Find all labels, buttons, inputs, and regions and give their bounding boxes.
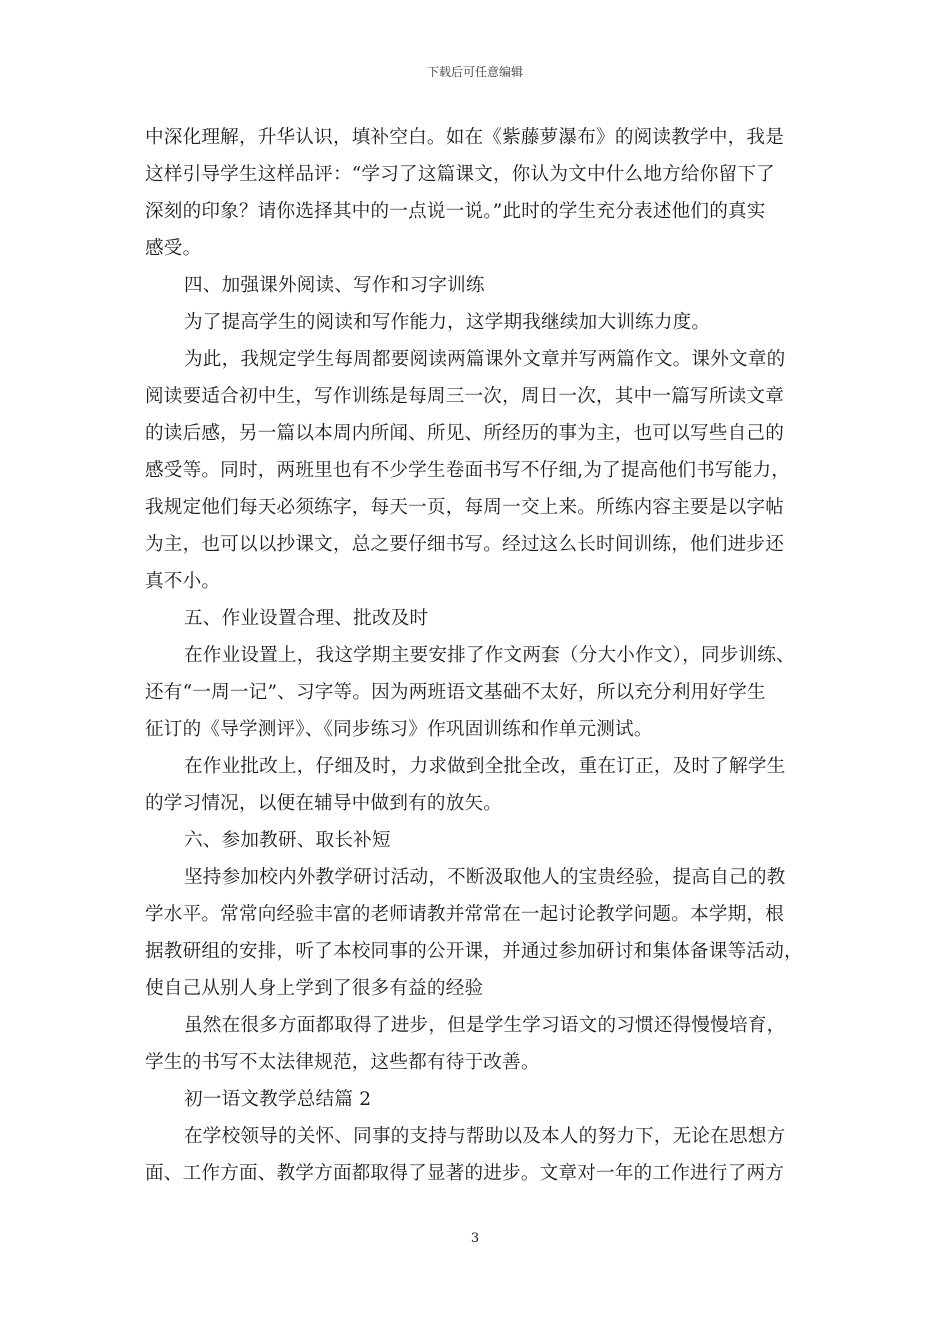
text-line: 六、参加教研、取长补短: [184, 830, 391, 851]
text-line: 感受等。同时，两班里也有不少学生卷面书写不仔细,为了提高他们书写能力，: [145, 460, 791, 481]
page-number: 3: [470, 1231, 480, 1246]
text-line: 面、工作方面、教学方面都取得了显著的进步。文章对一年的工作进行了两方: [145, 1163, 784, 1184]
text-line: 在作业批改上，仔细及时，力求做到全批全改，重在订正，及时了解学生: [184, 756, 786, 777]
document-body: [145, 119, 805, 1192]
text-line: 为主，也可以以抄课文，总之要仔细书写。经过这么长时间训练，他们进步还: [145, 534, 784, 555]
text-line: 坚持参加校内外教学研讨活动，不断汲取他人的宝贵经验，提高自己的教: [184, 867, 786, 888]
text-line: 学水平。常常向经验丰富的老师请教并常常在一起讨论教学问题。本学期，根: [145, 904, 784, 925]
text-line: 在学校领导的关怀、同事的支持与帮助以及本人的努力下，无论在思想方: [184, 1126, 786, 1147]
text-line: 四、加强课外阅读、写作和习字训练: [184, 275, 485, 296]
text-line: 这样引导学生这样品评：“学习了这篇课文，你认为文中什么地方给你留下了: [145, 164, 775, 185]
text-line: 使自己从别人身上学到了很多有益的经验: [145, 978, 484, 999]
text-line: 感受。: [145, 238, 202, 259]
text-line: 我规定他们每天必须练字，每天一页，每周一交上来。所练内容主要是以字帖: [145, 497, 784, 518]
text-line: 征订的《导学测评》、《同步练习》作巩固训练和作单元测试。: [145, 719, 653, 740]
text-line: 还有“一周一记”、习字等。因为两班语文基础不太好，所以充分利用好学生: [145, 682, 766, 703]
text-line: 中深化理解，升华认识，填补空白。如在《紫藤萝瀑布》的阅读教学中，我是: [145, 127, 784, 148]
text-line: 为此，我规定学生每周都要阅读两篇课外文章并写两篇作文。课外文章的: [184, 349, 786, 370]
text-line: 的学习情况，以便在辅导中做到有的放矢。: [145, 793, 503, 814]
text-line: 学生的书写不太法律规范，这些都有待于改善。: [145, 1052, 540, 1073]
text-line: 深刻的印象？请你选择其中的一点说一说。”此时的学生充分表述他们的真实: [145, 201, 766, 222]
text-line: 据教研组的安排，听了本校同事的公开课，并通过参加研讨和集体备课等活动，: [145, 941, 803, 962]
text-line: 初一语文教学总结篇 2: [184, 1089, 372, 1110]
text-line: 真不小。: [145, 571, 221, 592]
page-header: 下载后可任意编辑: [426, 65, 523, 79]
text-line: 五、作业设置合理、批改及时: [184, 608, 429, 629]
text-line: 虽然在很多方面都取得了进步，但是学生学习语文的习惯还得慢慢培育，: [184, 1015, 786, 1036]
text-line: 的读后感，另一篇以本周内所闻、所见、所经历的事为主，也可以写些自己的: [145, 423, 784, 444]
text-line: 在作业设置上，我这学期主要安排了作文两套（分大小作文），同步训练、: [184, 645, 795, 666]
text-line: 阅读要适合初中生，写作训练是每周三一次，周日一次，其中一篇写所读文章: [145, 386, 784, 407]
text-line: 为了提高学生的阅读和写作能力，这学期我继续加大训练力度。: [184, 312, 711, 333]
